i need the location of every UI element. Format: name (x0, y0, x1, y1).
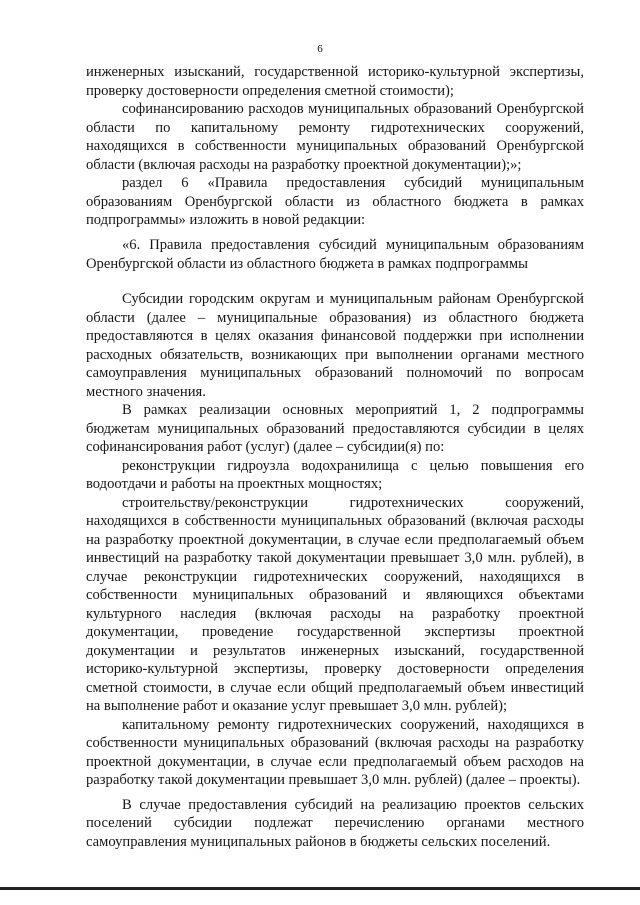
paragraph-subsidies-list-intro: В рамках реализации основных мероприятий 1, 2 подпрограммы бюджетам муниципальных образований предоставляются субсидии в целях софинансирования работ (услуг) (далее – субсидии(я) по: (86, 402, 584, 455)
list-item-construction: строительству/реконструкции гидротехнических сооружений, находящихся в собственности муниципальных образований (включая расходы на разработку проектной документации, в случае если предполагаемый объем инвестиций на разработку такой документации превышает 3,0 млн. рублей), в случае реконструкции гидротехнических сооружений, находящихся в собственности муниципальных образований и являющихся объектами культурного наследия (включая расходы на разработку проектной документации, проведение государственной экспертизы проектной документации и результатов инженерных изысканий, государственной историко-культурной экспертизы, проверку достоверности определения сметной стоимости, в случае если общий предполагаемый объем инвестиций на выполнение работ и оказание услуг превышает 3,0 млн. рублей); (86, 494, 584, 714)
paragraph-subsidies-purpose: Субсидии городским округам и муниципальным районам Оренбургской области (далее – муниципальные образования) из областного бюджета предоставляются в целях оказания финансовой поддержки при исполнении расходных обязательств, возникающих при выполнении органами местного самоуправления муниципальных образований полномочий по вопросам местного значения. (86, 291, 584, 400)
section-heading: «6. Правила предоставления субсидий муниципальным образованиям Оренбургской области из областного бюджета в рамках подпрограммы (86, 237, 584, 272)
paragraph-continuation: инженерных изысканий, государственной историко-культурной экспертизы, проверку достоверности определения сметной стоимости); (86, 64, 584, 99)
list-item-reconstruction: реконструкции гидроузла водохранилища с целью повышения его водоотдачи и работы на проектных мощностях; (86, 457, 584, 492)
text-block-main (86, 290, 584, 851)
page-number: 6 (317, 43, 323, 55)
paragraph-cofinancing: софинансированию расходов муниципальных образований Оренбургской области по капитальному ремонту гидротехнических сооружений, находящихся в собственности муниципальных образований Оренбургской области (включая расходы на разработку проектной документации);»; (86, 101, 584, 173)
text-block-top (86, 63, 584, 230)
bottom-rule (0, 887, 640, 890)
paragraph-section-6-amendment: раздел 6 «Правила предоставления субсидий муниципальным образованиям Оренбургской области из областного бюджета в рамках подпрограммы» изложить в новой редакции: (86, 175, 584, 228)
list-item-capital-repair: капитальному ремонту гидротехнических сооружений, находящихся в собственности муниципальных образований (включая расходы на разработку проектной документации, в случае если предполагаемый объем расходов на разработку такой документации превышает 3,0 млн. рублей) (далее – проекты). (86, 716, 584, 788)
section-heading-block (86, 236, 584, 273)
paragraph-rural-settlements: В случае предоставления субсидий на реализацию проектов сельских поселений субсидии подлежат перечислению органами местного самоуправления муниципальных районов в бюджеты сельских поселений. (86, 796, 584, 850)
